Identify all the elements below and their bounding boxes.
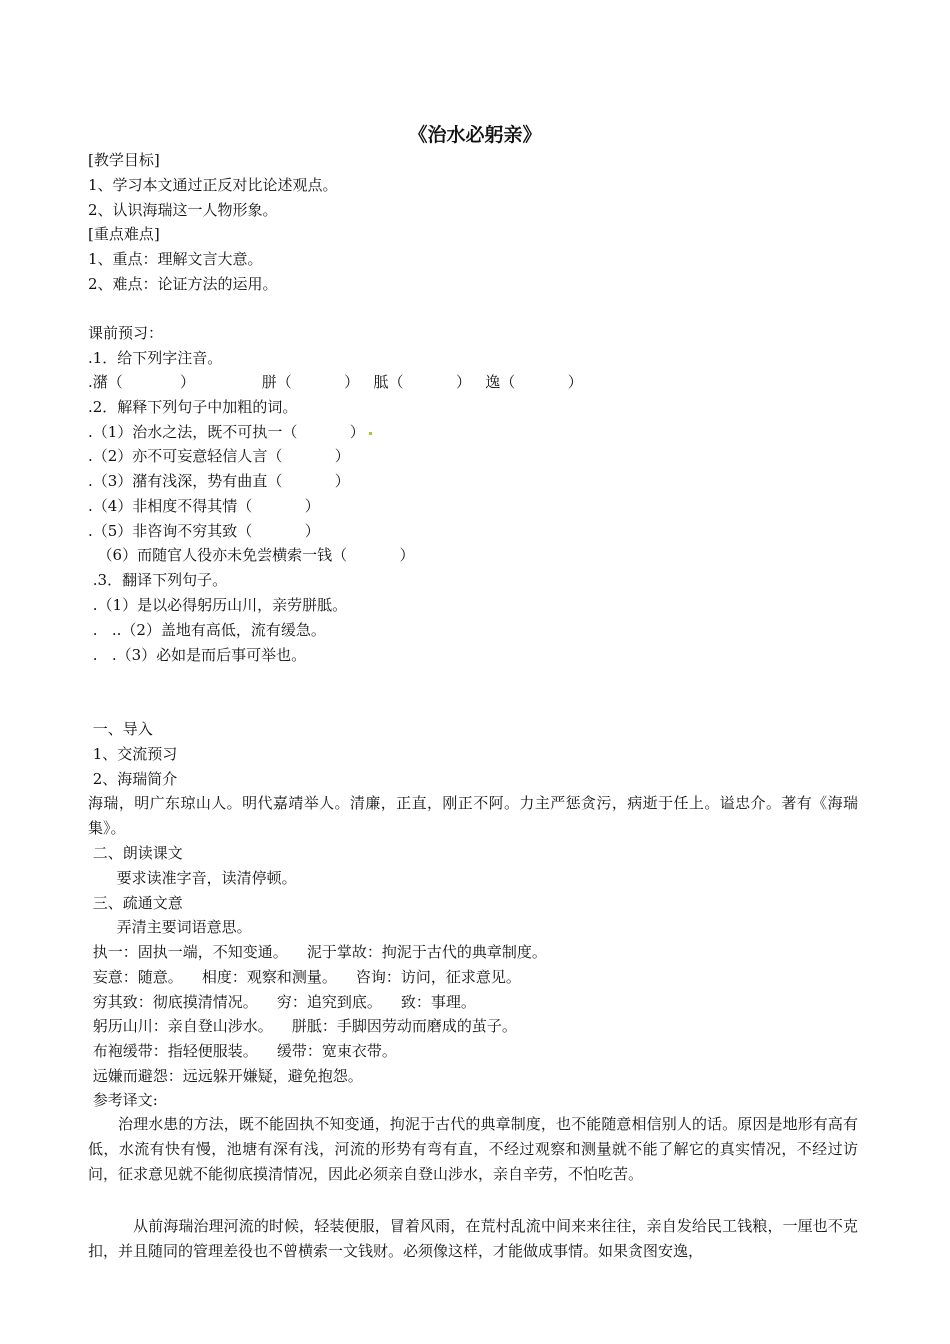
- vocab-line: 妄意：随意。 相度：观察和测量。 咨询：访问，征求意见。: [88, 968, 521, 986]
- vocab-line: 远嫌而避怨：远远躲开嫌疑，避免抱怨。: [88, 1067, 363, 1085]
- vocab-line: 穷其致：彻底摸清情况。 穷：追究到底。 致：事理。: [88, 993, 476, 1011]
- vocab-line: 执一：固执一端，不知变通。 泥于掌故：拘泥于古代的典章制度。: [88, 943, 547, 961]
- translation-paragraph: 治理水患的方法，既不能固执不知变通，拘泥于古代的典章制度，也不能随意相信别人的话。原因是地形有高有低，水流有快有慢，池塘有深有浅，河流的形势有弯有直，不经过观察和测量就不能了解它的真实情况，不经过访问，征求意见就不能彻底摸清情况，因此必须亲自登山涉水，亲自辛劳，不怕吃苦。: [88, 1115, 858, 1183]
- preview-item: .（2）亦不可妄意轻信人言（ ）: [88, 447, 350, 465]
- translate-item: . ..（2）盖地有高低，流有缓急。: [88, 621, 326, 639]
- subsection-heading: 2、海瑞简介: [88, 770, 178, 788]
- section-text: 弄清主要词语意思。: [88, 918, 252, 936]
- phonetic-blanks: .潴（ ） 胼（ ） 胝（ ） 逸（ ）: [88, 373, 583, 391]
- preview-question: .3．翻译下列句子。: [88, 571, 228, 589]
- section-text: 要求读准字音，读清停顿。: [88, 869, 297, 887]
- section-heading: 一、导入: [88, 720, 153, 738]
- preview-item: .（4）非相度不得其情（ ）: [88, 497, 320, 515]
- key-points-heading: [重点难点]: [88, 225, 160, 243]
- preview-question: .2．解释下列句子中加粗的词。: [88, 398, 298, 416]
- mark-dot-icon: [369, 432, 372, 435]
- key-point-item: 2、难点：论证方法的运用。: [88, 275, 278, 293]
- preview-item: （6）而随官人役亦未免尝横索一钱（ ）: [88, 546, 415, 564]
- section-heading: 三、疏通文意: [88, 894, 183, 912]
- preview-item: .（5）非咨询不穷其致（ ）: [88, 522, 320, 540]
- translate-item: . .（3）必如是而后事可举也。: [88, 646, 307, 664]
- key-point-item: 1、重点：理解文言大意。: [88, 250, 263, 268]
- vocab-line: 布袍缓带：指轻便服装。 缓带：宽束衣带。: [88, 1042, 397, 1060]
- document-title: 《治水必躬亲》: [408, 124, 542, 146]
- preview-question: .1．给下列字注音。: [88, 349, 223, 367]
- goal-item: 2、认识海瑞这一人物形象。: [88, 201, 278, 219]
- section-heading: 二、朗读课文: [88, 844, 183, 862]
- preview-item: [88, 422, 372, 442]
- translate-item: .（1）是以必得躬历山川，亲劳胼胝。: [88, 596, 348, 614]
- reference-heading: 参考译文:: [88, 1091, 158, 1109]
- vocab-line: 躬历山川：亲自登山涉水。 胼胝：手脚因劳动而磨成的茧子。: [88, 1017, 517, 1035]
- subsection-heading: 1、交流预习: [88, 745, 178, 763]
- goals-heading: [教学目标]: [88, 151, 160, 169]
- preview-item: .（3）潴有浅深，势有曲直（ ）: [88, 472, 350, 490]
- preview-item-text: .（1）治水之法，既不可执一（ ）: [88, 423, 365, 441]
- biography-paragraph: 海瑞，明广东琼山人。明代嘉靖举人。清廉，正直，刚正不阿。力主严惩贪污，病逝于任上。谥忠介。著有《海瑞集》。: [88, 794, 858, 837]
- goal-item: 1、学习本文通过正反对比论述观点。: [88, 176, 338, 194]
- translation-paragraph: 从前海瑞治理河流的时候，轻装便服，冒着风雨，在荒村乱流中间来来往往，亲自发给民工钱粮，一厘也不克扣，并且随同的管理差役也不曾横索一文钱财。必须像这样，才能做成事情。如果贪图安逸，: [88, 1217, 858, 1260]
- preview-heading: 课前预习：: [88, 324, 164, 342]
